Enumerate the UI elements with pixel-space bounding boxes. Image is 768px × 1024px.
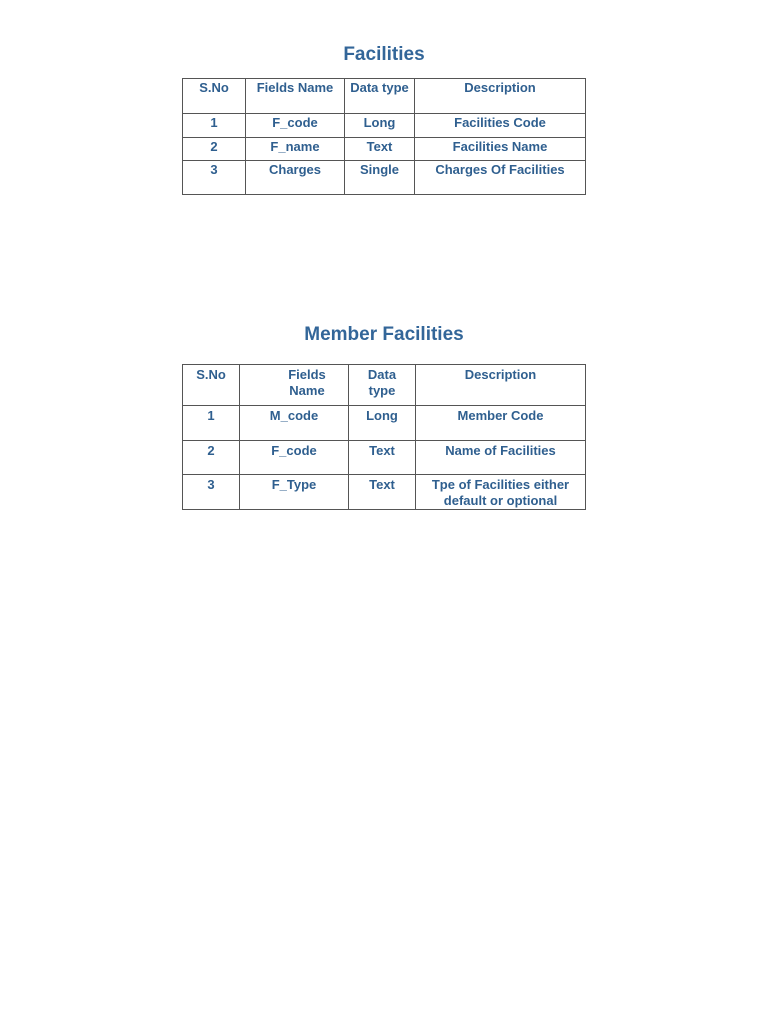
cell-data-type: Text: [349, 475, 416, 510]
table-row: [183, 138, 586, 161]
facilities-title: Facilities: [343, 44, 425, 65]
table-row: [183, 406, 586, 441]
cell-field-name: F_Type: [240, 475, 349, 510]
cell-description: Facilities Code: [415, 114, 586, 138]
header-cell-description: Description: [416, 365, 586, 406]
header-cell-description: Description: [415, 79, 586, 114]
table-header-row: [183, 79, 586, 114]
member-facilities-title: Member Facilities: [304, 324, 464, 345]
cell-data-type: Single: [345, 161, 415, 195]
cell-description: Facilities Name: [415, 138, 586, 161]
header-cell-sno: S.No: [183, 365, 240, 406]
cell-field-name: F_name: [246, 138, 345, 161]
header-cell-fields-name: Fields Name: [246, 79, 345, 114]
header-cell-fields-name: Fields Name: [240, 365, 349, 406]
cell-data-type: Long: [345, 114, 415, 138]
cell-sno: 2: [183, 441, 240, 475]
cell-sno: 3: [183, 475, 240, 510]
cell-description: Member Code: [416, 406, 586, 441]
cell-field-name: Charges: [246, 161, 345, 195]
cell-sno: 3: [183, 161, 246, 195]
cell-description: Tpe of Facilities either default or optional: [416, 475, 586, 510]
member-facilities-table: [182, 364, 586, 510]
header-cell-sno: S.No: [183, 79, 246, 114]
cell-sno: 2: [183, 138, 246, 161]
cell-field-name: M_code: [240, 406, 349, 441]
cell-field-name: F_code: [240, 441, 349, 475]
cell-sno: 1: [183, 114, 246, 138]
cell-description: Name of Facilities: [416, 441, 586, 475]
cell-data-type: Long: [349, 406, 416, 441]
table-row: [183, 475, 586, 510]
table-header-row: [183, 365, 586, 406]
cell-sno: 1: [183, 406, 240, 441]
table-row: [183, 114, 586, 138]
cell-data-type: Text: [349, 441, 416, 475]
header-cell-data-type: Data type: [345, 79, 415, 114]
table-row: [183, 161, 586, 195]
table-row: [183, 441, 586, 475]
cell-description: Charges Of Facilities: [415, 161, 586, 195]
facilities-table: [182, 78, 586, 195]
cell-data-type: Text: [345, 138, 415, 161]
header-cell-data-type: Data type: [349, 365, 416, 406]
cell-field-name: F_code: [246, 114, 345, 138]
